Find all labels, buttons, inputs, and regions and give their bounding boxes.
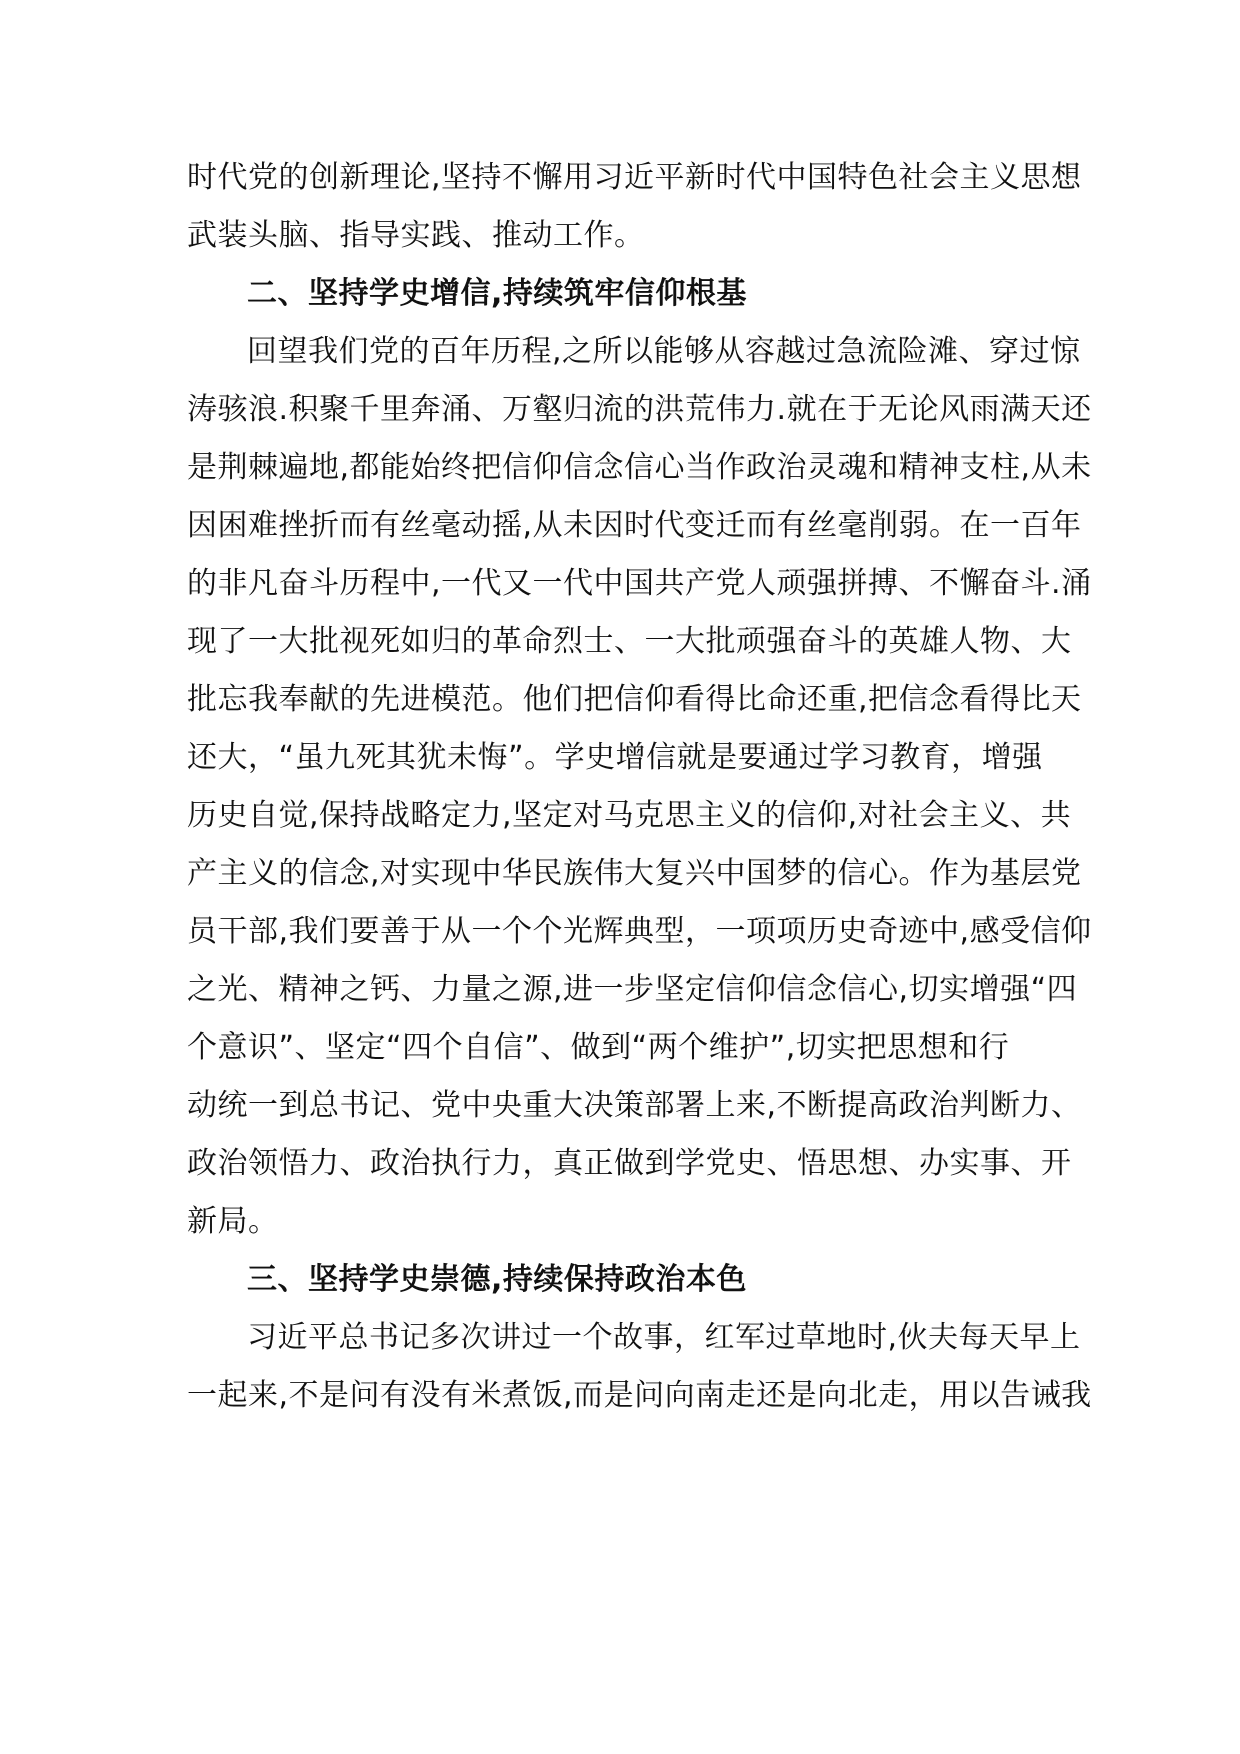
paragraph-line: 动统一到总书记、党中央重大决策部署上来,不断提高政治判断力、 <box>187 1088 1082 1123</box>
paragraph-line: 产主义的信念,对实现中华民族伟大复兴中国梦的信心。作为基层党 <box>187 856 1082 891</box>
section-heading: 二、坚持学史增信,持续筑牢信仰根基 <box>247 276 747 311</box>
paragraph-line: 还大，“虽九死其犹未悔”。学史增信就是要通过学习教育，增强 <box>187 740 1043 775</box>
paragraph-line: 历史自觉,保持战略定力,坚定对马克思主义的信仰,对社会主义、共 <box>187 798 1072 833</box>
paragraph-line: 批忘我奉献的先进模范。他们把信仰看得比命还重,把信念看得比天 <box>187 682 1082 717</box>
paragraph-line: 的非凡奋斗历程中,一代又一代中国共产党人顽强拼搏、不懈奋斗.涌 <box>187 566 1092 601</box>
paragraph-line: 之光、精神之钙、力量之源,进一步坚定信仰信念信心,切实增强“四 <box>187 972 1078 1007</box>
section-heading: 三、坚持学史崇德,持续保持政治本色 <box>247 1262 747 1297</box>
paragraph-line: 武装头脑、指导实践、推动工作。 <box>187 218 645 253</box>
paragraph-line: 员干部,我们要善于从一个个光辉典型，一项项历史奇迹中,感受信仰 <box>187 914 1092 949</box>
paragraph-line: 习近平总书记多次讲过一个故事，红军过草地时,伙夫每天早上 <box>247 1320 1081 1355</box>
paragraph-line: 因困难挫折而有丝毫动摇,从未因时代变迁而有丝毫削弱。在一百年 <box>187 508 1082 543</box>
paragraph-line: 一起来,不是问有没有米煮饭,而是问向南走还是向北走，用以告诫我 <box>187 1378 1092 1413</box>
paragraph-line: 政治领悟力、政治执行力，真正做到学党史、悟思想、办实事、开 <box>187 1146 1072 1181</box>
paragraph-line: 现了一大批视死如归的革命烈士、一大批顽强奋斗的英雄人物、大 <box>187 624 1072 659</box>
paragraph-line: 时代党的创新理论,坚持不懈用习近平新时代中国特色社会主义思想 <box>187 160 1082 195</box>
paragraph-line: 回望我们党的百年历程,之所以能够从容越过急流险滩、穿过惊 <box>247 334 1081 369</box>
paragraph-line: 是荆棘遍地,都能始终把信仰信念信心当作政治灵魂和精神支柱,从未 <box>187 450 1092 485</box>
paragraph-line: 个意识”、坚定“四个自信”、做到“两个维护”,切实把思想和行 <box>187 1030 1010 1065</box>
paragraph-line: 新局。 <box>187 1204 279 1239</box>
paragraph-line: 涛骇浪.积聚千里奔涌、万壑归流的洪荒伟力.就在于无论风雨满天还 <box>187 392 1092 427</box>
